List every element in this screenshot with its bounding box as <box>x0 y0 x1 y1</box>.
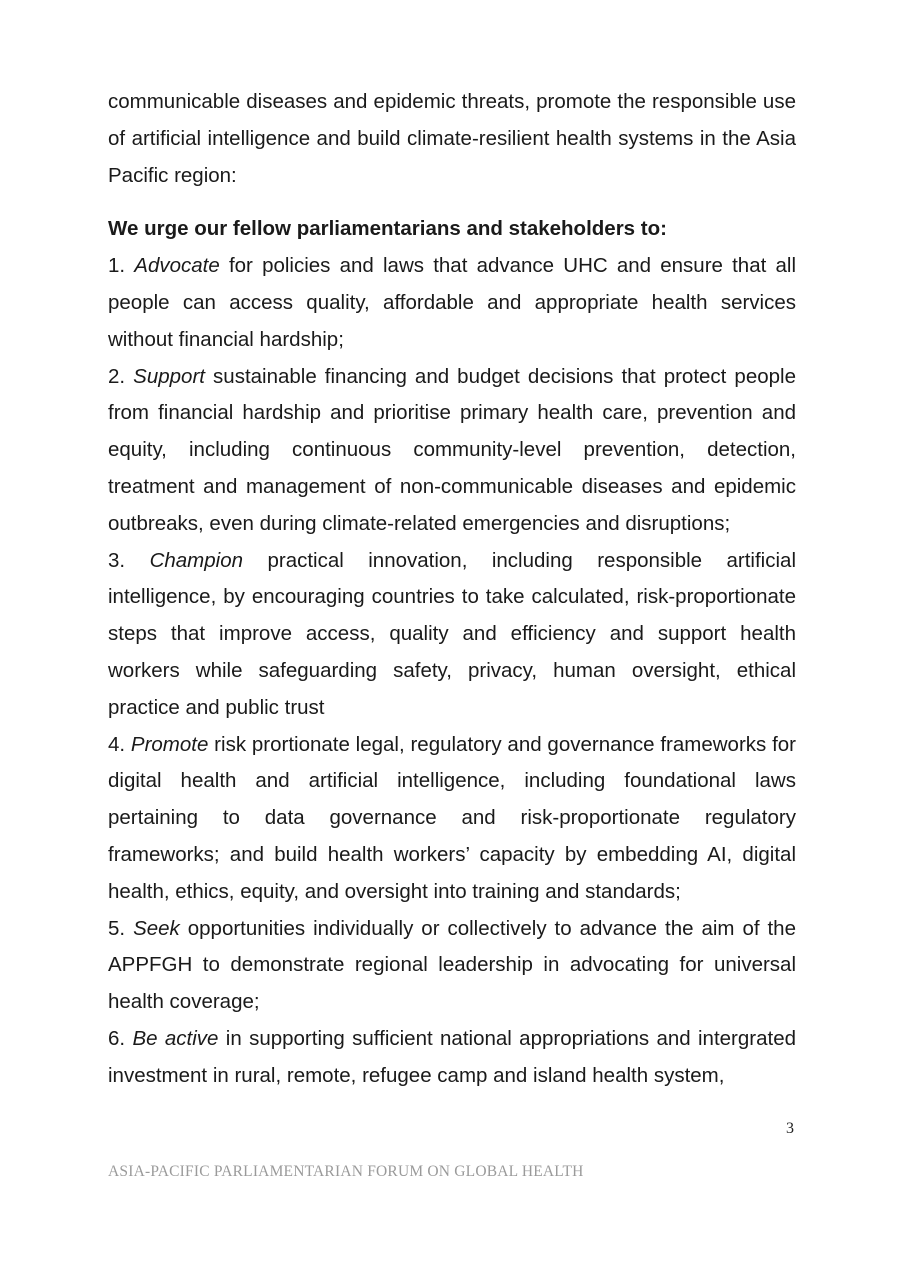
item-text: in supporting sufficient national appropriations and intergrated investment in rural, remote, refugee camp and island health system, <box>108 1026 796 1087</box>
list-item <box>108 248 796 358</box>
item-number: 5. <box>108 916 126 940</box>
section-heading: We urge our fellow parliamentarians and stakeholders to: <box>108 217 667 241</box>
item-text: sustainable financing and budget decisions that protect people from financial hardship and prioritise primary health care, prevention and equity, including continuous community-level prevention, detection, treatment and management of non-communicable diseases and epidemic outbreaks, even during climate-related emergencies and disruptions; <box>108 364 796 535</box>
document-body <box>108 84 796 1095</box>
list-item <box>108 727 796 911</box>
item-text: practical innovation, including responsible artificial intelligence, by encouraging countries to take calculated, risk-proportionate steps that improve access, quality and efficiency and support health workers while safeguarding safety, privacy, human oversight, ethical practice and public trust <box>108 548 796 719</box>
page-footer: ASIA-PACIFIC PARLIAMENTARIAN FORUM ON GLOBAL HEALTH <box>108 1163 584 1180</box>
item-text: opportunities individually or collectively to advance the aim of the APPFGH to demonstrate regional leadership in advocating for universal health coverage; <box>108 916 796 1014</box>
item-number: 1. <box>108 254 126 278</box>
list-item <box>108 359 796 543</box>
list-item <box>108 911 796 1021</box>
item-number: 3. <box>108 548 126 572</box>
list-item <box>108 1021 796 1095</box>
item-verb: Seek <box>133 916 180 940</box>
intro-paragraph: communicable diseases and epidemic threats, promote the responsible use of artificial intelligence and build climate-resilient health systems in the Asia Pacific region: <box>108 90 796 187</box>
item-text: risk prortionate legal, regulatory and governance frameworks for digital health and artificial intelligence, including foundational laws pertaining to data governance and risk-proportionate regulatory frameworks; and build health workers’ capacity by embedding AI, digital health, ethics, equity, and oversight into training and standards; <box>108 732 796 903</box>
item-verb: Support <box>133 364 205 388</box>
item-verb: Be active <box>132 1026 219 1050</box>
item-verb: Promote <box>130 732 209 756</box>
item-number: 2. <box>108 364 126 388</box>
page-number: 3 <box>786 1120 794 1137</box>
list-item <box>108 543 796 727</box>
item-verb: Advocate <box>134 254 220 278</box>
item-text: for policies and laws that advance UHC and ensure that all people can access quality, affordable and appropriate health services without financial hardship; <box>108 254 796 351</box>
item-number: 6. <box>108 1026 126 1050</box>
item-number: 4. <box>108 732 126 756</box>
item-verb: Champion <box>149 548 244 572</box>
